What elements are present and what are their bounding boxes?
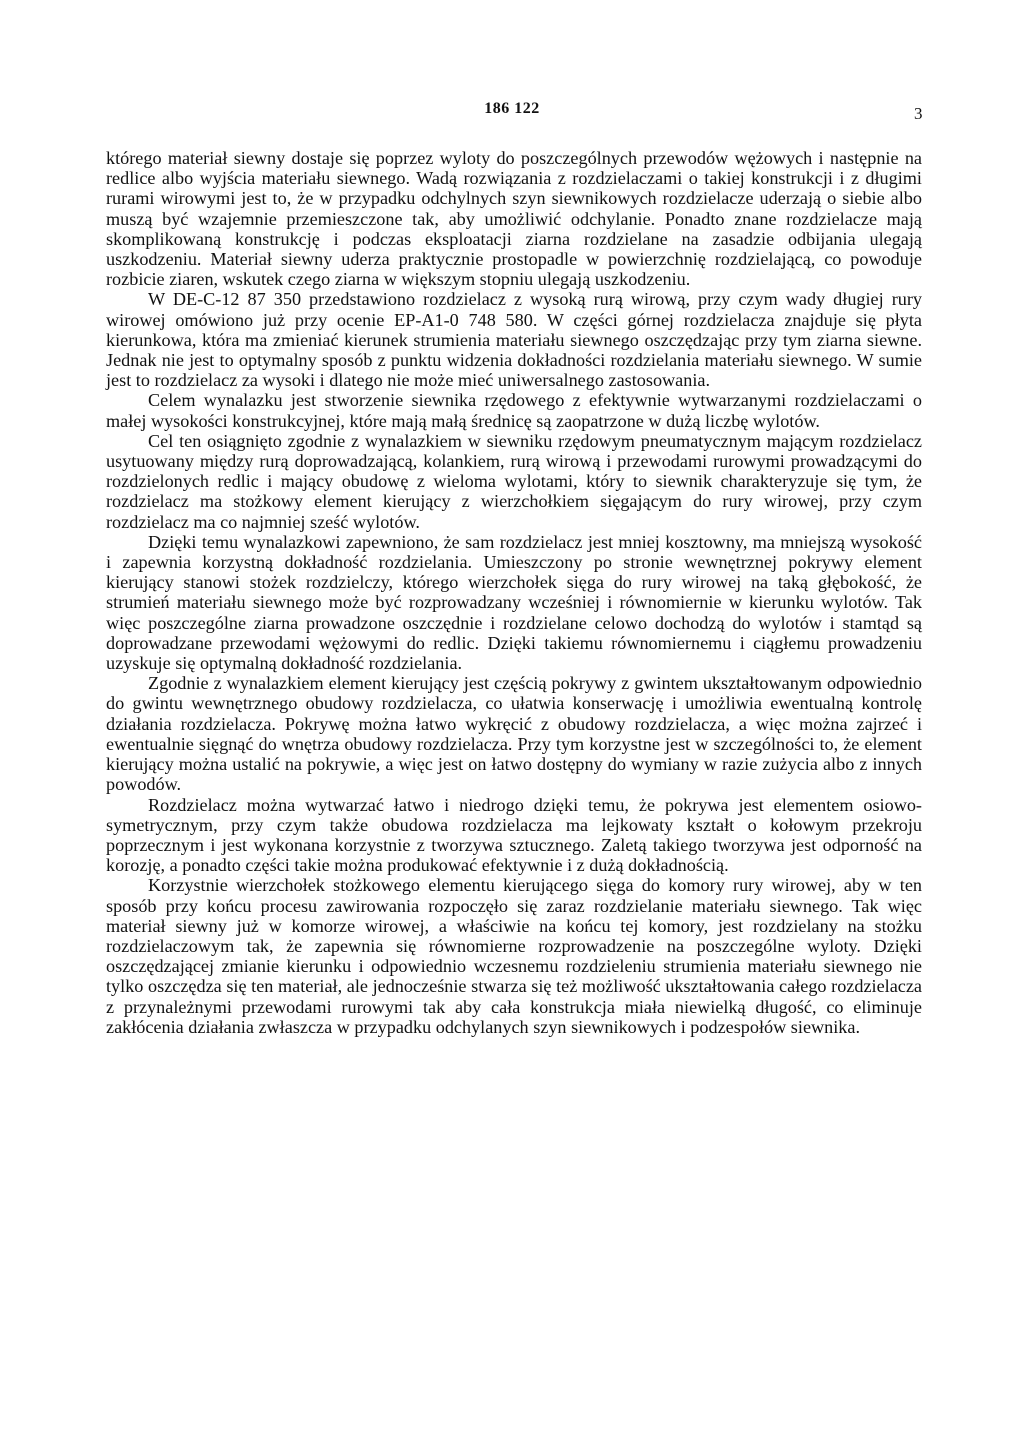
paragraph: Celem wynalazku jest stworzenie siewnika rzędowego z efektywnie wytwarzanymi rozdzielaczami o małej wysokości konstrukcyjnej, które mają małą średnicę są zaopatrzone w dużą liczbę wylotów. <box>106 390 922 431</box>
document-number: 186 122 <box>484 100 540 117</box>
page-number: 3 <box>914 104 923 123</box>
paragraph-continuation: którego materiał siewny dostaje się poprzez wyloty do poszczególnych przewodów wężowych i następnie na redlice albo wyjścia materiału siewnego. Wadą rozwiązania z rozdzielaczami o takiej konstrukcji i z długimi rurami wirowymi jest to, że w przypadku odchylnych szyn siewnikowych rozdzielacze uderzają o siebie albo muszą być wzajemnie przemieszczone tak, aby umożliwić odchylanie. Ponadto znane rozdzielacze mają skomplikowaną konstrukcję i podczas eksploatacji ziarna rozdzielane na zasadzie odbijania ulegają uszkodzeniu. Materiał siewny uderza praktycznie prostopadle w powierzchnię rozdzielającą, co powoduje rozbicie ziaren, wskutek czego ziarna w większym stopniu ulegają uszkodzeniu. <box>106 148 922 290</box>
paragraph: Korzystnie wierzchołek stożkowego elementu kierującego sięga do komory rury wirowej, aby w ten sposób przy końcu procesu zawirowania rozpoczęło się zaraz rozdzielanie materiału siewnego. Tak więc materiał siewny już w komorze wirowej, a właściwie na końcu tej komory, jest rozdzielany na stożku rozdzielaczowym tak, że zapewnia się równomierne rozprowadzenie na poszczególne wyloty. Dzięki oszczędzającej zmianie kierunku i odpowiednio wczesnemu rozdzieleniu strumienia materiału siewnego nie tylko oszczędza się ten materiał, ale jednocześnie stwarza się też możliwość ukształtowania całego rozdzielacza z przynależnymi przewodami rurowymi tak aby cała konstrukcja miała niewielką długość, co eliminuje zakłócenia działania zwłaszcza w przypadku odchylanych szyn siewnikowych i podzespołów siewnika. <box>106 875 922 1037</box>
body-text <box>106 148 922 1037</box>
paragraph: W DE-C-12 87 350 przedstawiono rozdzielacz z wysoką rurą wirową, przy czym wady długiej rury wirowej omówiono już przy ocenie EP-A1-0 748 580. W części górnej rozdzielacza znajduje się płyta kierunkowa, która ma zmieniać kierunek strumienia materiału siewnego oszczędzając przy tym ziarna siewne. Jednak nie jest to optymalny sposób z punktu widzenia dokładności rozdzielania materiału siewnego. W sumie jest to rozdzielacz za wysoki i dlatego nie może mieć uniwersalnego zastosowania. <box>106 289 922 391</box>
paragraph: Rozdzielacz można wytwarzać łatwo i niedrogo dzięki temu, że pokrywa jest elementem osiowo-symetrycznym, przy czym także obudowa rozdzielacza ma lejkowaty kształt o kołowym przekroju poprzecznym i jest wykonana korzystnie z tworzywa sztucznego. Zaletą takiego tworzywa jest odporność na korozję, a ponadto części takie można produkować efektywnie i z dużą dokładnością. <box>106 794 922 876</box>
paragraph: Dzięki temu wynalazkowi zapewniono, że sam rozdzielacz jest mniej kosztowny, ma mniejszą wysokość i zapewnia korzystną dokładność rozdzielania. Umieszczony po stronie wewnętrznej pokrywy element kierujący stanowi stożek rozdzielczy, którego wierzchołek sięga do rury wirowej na taką głębokość, że strumień materiału siewnego może być rozprowadzany wcześniej i równomiernie w kierunku wylotów. Tak więc poszczególne ziarna prowadzone oszczędnie i rozdzielane celowo dochodzą do wylotów i stamtąd są doprowadzane przewodami wężowymi do redlic. Dzięki takiemu równomiernemu i ciągłemu prowadzeniu uzyskuje się optymalną dokładność rozdzielania. <box>106 531 922 674</box>
paragraph: Zgodnie z wynalazkiem element kierujący jest częścią pokrywy z gwintem ukształtowanym odpowiednio do gwintu wewnętrznego obudowy rozdzielacza, co ułatwia konserwację i umożliwia ewentualną kontrolę działania rozdzielacza. Pokrywę można łatwo wykręcić z obudowy rozdzielacza, a więc można zajrzeć i ewentualnie sięgnąć do wnętrza obudowy rozdzielacza. Przy tym korzystne jest w szczególności to, że element kierujący można ustalić na pokrywie, a więc jest on łatwo dostępny do wymiany w razie zużycia albo z innych powodów. <box>106 673 922 795</box>
paragraph: Cel ten osiągnięto zgodnie z wynalazkiem w siewniku rzędowym pneumatycznym mającym rozdzielacz usytuowany między rurą doprowadzającą, kolankiem, rurą wirową i przewodami rurowymi prowadzącymi do rozdzielonych redlic i mający obudowę z wieloma wylotami, który to siewnik charakteryzuje się tym, że rozdzielacz ma stożkowy element kierujący z wierzchołkiem sięgającym do rury wirowej, przy czym rozdzielacz ma co najmniej sześć wylotów. <box>106 430 922 532</box>
